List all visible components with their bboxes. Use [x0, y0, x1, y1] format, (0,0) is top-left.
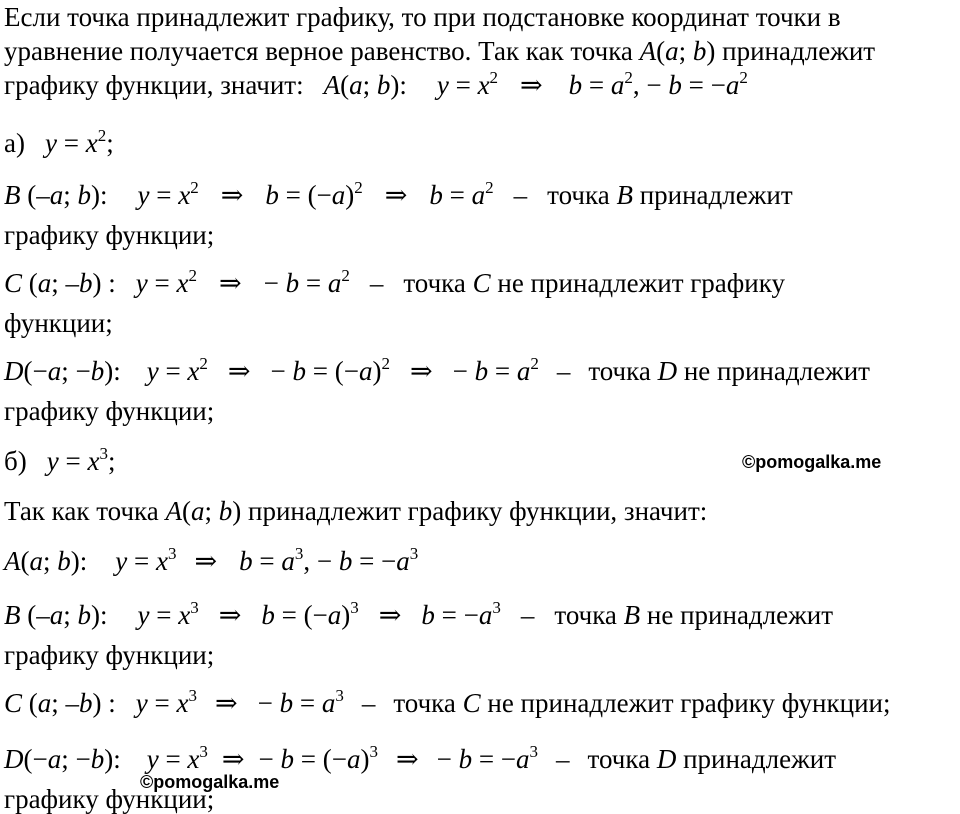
part-a-point-b: B (–a; b): $y = x^2$ ⇒ $b = (-a)^2$ ⇒ $b = a^2$ – точка B принадлежит — [4, 178, 793, 210]
part-a-point-c-cont: функции; — [4, 308, 113, 338]
part-a-point-b-cont: графику функции; — [4, 220, 215, 250]
part-b-point-d: D(−a; −b): $y = x^3$ ⇒ − $b = (-a)^3$ ⇒ − $b = -a^3$ – точка D принадлежит — [4, 742, 837, 774]
watermark-logo: ©pomogalka.me — [742, 452, 882, 472]
part-a-point-c: C (a; –b) : $y = x^2$ ⇒ − $b = a^2$ – точка C не принадлежит графику — [4, 266, 785, 298]
part-b-intro: Так как точка A(a; b) принадлежит графику функции, значит: — [4, 496, 708, 526]
part-a-point-d-cont: графику функции; — [4, 396, 215, 426]
intro-point-a: A — [639, 36, 657, 66]
part-a-heading: а) $y = x^2$; — [4, 126, 114, 158]
intro-line-1: Если точка принадлежит графику, то при подстановке координат точки в — [4, 2, 841, 32]
intro-line-3: графику функции, значит: A(a; b): $y = x^2$ ⇒ $b = a^2$, − $b = -a^2$ — [4, 68, 748, 100]
part-b-point-d-cont: графику функции; — [4, 784, 215, 814]
part-b-heading: б) $y = x^3$; — [4, 444, 116, 476]
part-b-point-b-cont: графику функции; — [4, 640, 215, 670]
intro-line-2 — [4, 36, 875, 66]
part-a-point-d: D(−a; −b): $y = x^2$ ⇒ − $b = (-a)^2$ ⇒ − $b = a^2$ – точка D не принадлежит — [4, 354, 870, 386]
intro-point-a-coords: (a; b) — [656, 36, 716, 66]
part-b-label: б) — [4, 446, 27, 476]
part-b-point-b: B (–a; b): $y = x^3$ ⇒ $b = (-a)^3$ ⇒ $b = -a^3$ – точка B не принадлежит — [4, 598, 834, 630]
intro-line-2b: принадлежит — [715, 36, 876, 66]
watermark-logo-2: ©pomogalka.me — [140, 772, 280, 792]
intro-line-2a: уравнение получается верное равенство. Так как точка — [4, 36, 640, 66]
part-b-point-a: A(a; b): $y = x^3$ ⇒ $b = a^3$, − $b = -a^3$ — [4, 544, 419, 576]
part-b-point-c: C (a; –b) : $y = x^3$ ⇒ − $b = a^3$ – точка C не принадлежит графику функции; — [4, 686, 891, 718]
part-a-label: а) — [4, 128, 25, 158]
intro-line-3a: графику функции, значит: — [4, 70, 304, 100]
